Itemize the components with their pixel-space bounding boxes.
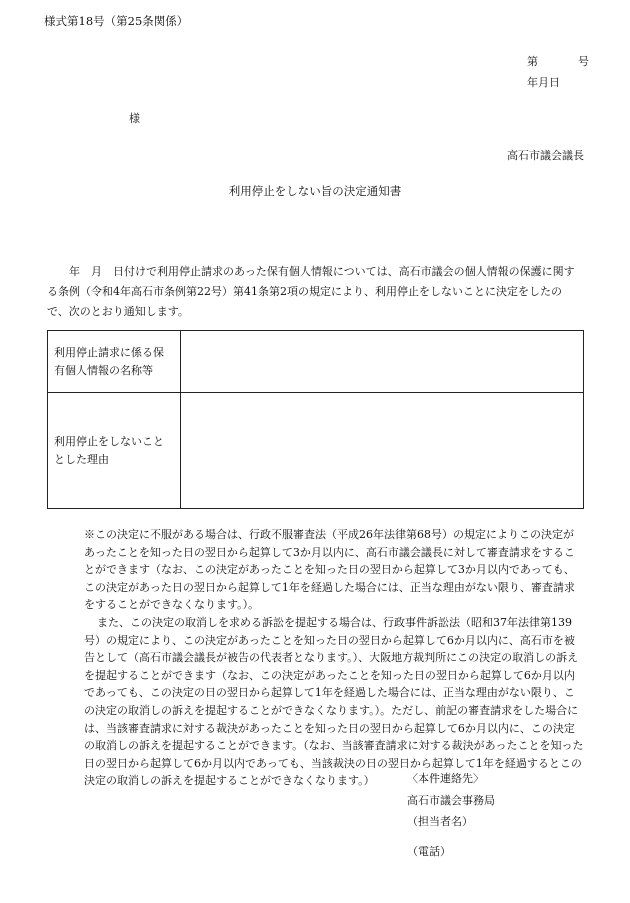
document-title: 利用停止をしない旨の決定通知書 xyxy=(228,184,402,198)
table-row xyxy=(48,393,584,509)
body-paragraph: 年 月 日付けで利用停止請求のあった保有個人情報については、高石市議会の個人情報の保護に関する条例（令和4年高石市条例第22号）第41条第2項の規定により、利用停止をしないことに決定をしたので、次のとおり通知します。 xyxy=(47,265,575,318)
table-label-reason: 利用停止をしないこととした理由 xyxy=(48,393,181,509)
form-number: 様式第18号（第25条関係） xyxy=(44,14,189,28)
notes xyxy=(84,526,584,790)
table-label-info-name: 利用停止請求に係る保有個人情報の名称等 xyxy=(48,331,181,393)
table-value-info-name xyxy=(181,331,584,393)
date-day: 日 xyxy=(549,76,560,89)
info-table xyxy=(47,330,584,509)
table-row xyxy=(48,331,584,393)
number-prefix: 第 xyxy=(527,55,538,68)
contact-person: （担当者名） xyxy=(407,815,473,828)
document-number xyxy=(527,56,589,67)
notes-paragraph-appeal: ※この決定に不服がある場合は、行政不服審査法（平成26年法律第68号）の規定によりこの決定があったことを知った日の翌日から起算して3か月以内に、高石市議会議長に対して審査請求をすることができます（なお、この決定があったことを知った日の翌日から起算して3か月以内であっても、この決定があった日の翌日から起算して1年を経過した場合には、正当な理由がない限り、審査請求をすることができなくなります。）。 xyxy=(84,528,575,612)
notes-paragraph-lawsuit: また、この決定の取消しを求める訴訟を提起する場合は、行政事件訴訟法（昭和37年法律第139号）の規定により、この決定があったことを知った日の翌日から起算して6か月以内に、高石市を被告として（高石市議会議長が被告の代表者となります。）、大阪地方裁判所にこの決定の取消しの訴えを提起することができます（なお、この決定があったことを知った日の翌日から起算して6か月以内であっても、この決定の日の翌日から起算して1年を経過した場合には、正当な理由がない限り、この決定の取消しの訴えを提起することができなくなります。）。ただし、前記の審査請求をした場合には、当該審査請求に対する裁決があったことを知った日の翌日から起算して6か月以内に、この決定の取消しの訴えを提起することができます。（なお、当該審査請求に対する裁決があったことを知った日の翌日から起算して6か月以内であっても、当該裁決の日の翌日から起算して1年を経過するとこの決定の取消しの訴えを提起することができなくなります。） xyxy=(84,615,584,788)
contact-phone: （電話） xyxy=(407,844,451,858)
date-month: 月 xyxy=(538,76,549,89)
date-year: 年 xyxy=(527,76,538,89)
table-value-reason xyxy=(181,393,584,509)
contact-office: 高石市議会事務局 xyxy=(407,793,495,807)
sender: 高石市議会議長 xyxy=(507,149,584,162)
addressee: 様 xyxy=(129,112,140,125)
contact-heading: 〈本件連絡先〉 xyxy=(407,772,484,785)
document-date xyxy=(527,77,560,88)
contact-block xyxy=(407,768,495,862)
body-text xyxy=(47,262,583,322)
number-suffix: 号 xyxy=(578,55,589,68)
